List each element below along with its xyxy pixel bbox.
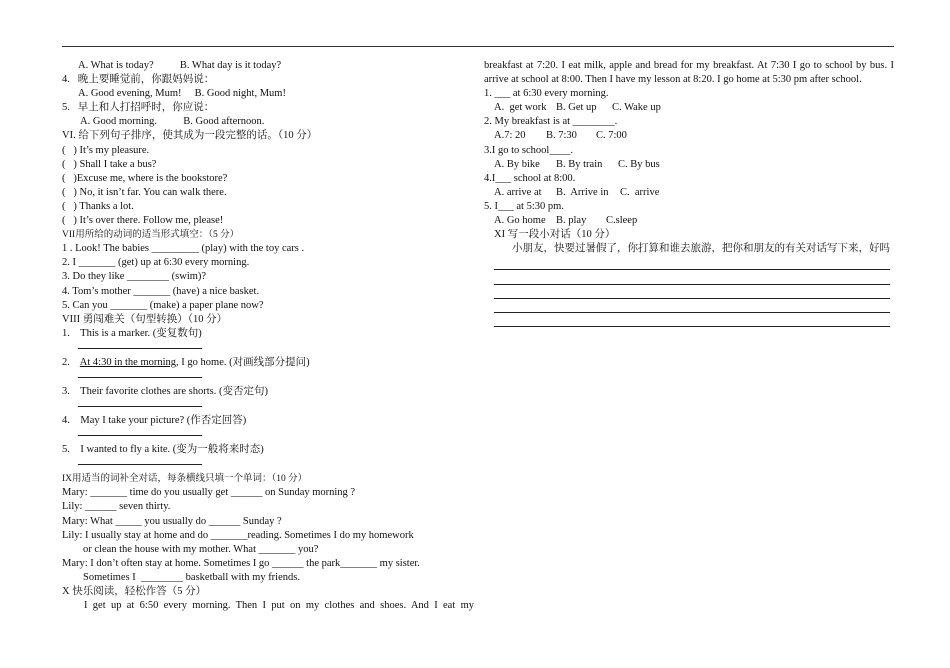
right-column [484, 59, 894, 327]
question-rest: , I go home. (对画线部分提问) [176, 356, 310, 368]
dialogue-line: Mary: What _____ you usually do ______ Sunday ? [62, 515, 282, 527]
writing-line[interactable] [494, 313, 890, 327]
reading-passage-cont: breakfast at 7:20. I eat milk, apple and bread for my breakfast. At 7:30 I go to school by bus. I arrive at school at 8:00. Then I have my lesson at 8:20. I go home at 5:30 pm after school. [484, 60, 894, 86]
reading-options-3 [484, 158, 894, 172]
fill-in-item: 1 . Look! The babies _________ (play) with the toy cars . [62, 243, 305, 255]
reading-options-4 [484, 186, 894, 200]
answer-line [78, 457, 202, 465]
option-a: A. arrive at [494, 186, 542, 198]
section-6-title: VI. 给下列句子排序，使其成为一段完整的话。（10 分） [62, 130, 318, 142]
option-c: C. By bus [618, 158, 660, 170]
ordering-item: ( ) It’s my pleasure. [62, 144, 150, 156]
q3-options: A. What is today? B. What day is it today? [78, 60, 282, 71]
writing-line[interactable] [494, 285, 890, 299]
q4-options: A. Good evening, Mum! B. Good night, Mum! [78, 88, 286, 100]
option-c: C. 7:00 [596, 130, 627, 142]
ordering-item: ( ) Shall I take a bus? [62, 158, 157, 170]
section-11-title: XI 写一段小对话（10 分） [494, 229, 616, 241]
ordering-item: ( )Excuse me, where is the bookstore? [62, 172, 228, 184]
reading-question-5: 5. I___ at 5:30 pm. [484, 200, 564, 212]
reading-question-2: 2. My breakfast is at ________. [484, 116, 618, 128]
option-c: C. Wake up [612, 102, 661, 114]
answer-line [78, 341, 202, 349]
option-b: B. play [556, 215, 587, 227]
reading-options-2 [484, 129, 894, 143]
reading-passage-start: I get up at 6:50 every morning. Then I put on my clothes and shoes. And I eat my [84, 600, 474, 612]
q5-prompt: 5. 早上和人打招呼时，你应说： [62, 102, 215, 114]
question-number: 2. [62, 356, 80, 368]
option-b: B. 7:30 [546, 130, 577, 142]
transform-question-5: 5. I wanted to fly a kite. (变为一般将来时态) [62, 444, 264, 456]
transform-question-2 [62, 356, 474, 370]
reading-question-1: 1. ___ at 6:30 every morning. [484, 88, 609, 100]
section-7-title: VII用所给的动词的适当形式填空：（5 分） [62, 230, 240, 241]
option-c: C. arrive [620, 186, 660, 198]
section-9-title: IX用适当的词补全对话，每条横线只填一个单词：（10 分） [62, 474, 308, 485]
reading-question-3: 3.I go to school____. [484, 144, 573, 156]
top-rule [62, 46, 894, 47]
dialogue-line: or clean the house with my mother. What _______ you? [62, 543, 319, 555]
option-a: A. get work [494, 102, 547, 114]
ordering-item: ( ) Thanks a lot. [62, 200, 134, 212]
option-a: A. Go home [494, 215, 546, 227]
reading-options-1 [484, 101, 894, 115]
transform-question-3: 3. Their favorite clothes are shorts. (变否定句) [62, 385, 268, 397]
reading-options-5 [484, 214, 894, 228]
answer-line [78, 399, 202, 407]
fill-in-item: 3. Do they like ________ (swim)? [62, 271, 207, 283]
fill-in-item: 5. Can you _______ (make) a paper plane now? [62, 299, 264, 311]
writing-line[interactable] [494, 270, 890, 284]
transform-question-4: 4. May I take your picture? (作否定回答) [62, 415, 247, 427]
ordering-item: ( ) It’s over there. Follow me, please! [62, 215, 224, 227]
fill-in-item: 4. Tom’s mother _______ (have) a nice basket. [62, 285, 260, 297]
answer-line [78, 370, 202, 378]
underlined-phrase: At 4:30 in the morning [79, 356, 177, 368]
option-a: A.7: 20 [494, 130, 526, 142]
ordering-item: ( ) No, it isn’t far. You can walk there. [62, 186, 227, 198]
option-b: B. By train [556, 158, 603, 170]
transform-question-1: 1. This is a marker. (变复数句) [62, 327, 202, 339]
fill-in-item: 2. I _______ (get) up at 6:30 every morning. [62, 257, 250, 269]
section-8-title: VIII 勇闯难关（句型转换）（10 分） [62, 313, 228, 325]
q4-prompt: 4. 晚上要睡觉前，你跟妈妈说： [62, 74, 215, 86]
option-b: B. Arrive in [556, 186, 609, 198]
dialogue-line: Mary: I don’t often stay at home. Sometimes I go ______ the park_______ my sister. [62, 557, 420, 569]
dialogue-line: Mary: _______ time do you usually get ______ on Sunday morning ? [62, 487, 356, 499]
writing-line[interactable] [494, 299, 890, 313]
option-b: B. Get up [556, 102, 597, 114]
section-10-title: X 快乐阅读，轻松作答（5 分） [62, 586, 207, 597]
reading-question-4: 4.I___ school at 8:00. [484, 172, 576, 184]
dialogue-line: Sometimes I ________ basketball with my friends. [62, 571, 300, 583]
writing-line[interactable] [494, 256, 890, 270]
section-11-prompt: 小朋友，快要过暑假了，你打算和谁去旅游，把你和朋友的有关对话写下来，好吗 [512, 243, 890, 255]
option-c: C.sleep [606, 215, 638, 227]
left-column [62, 59, 474, 613]
q5-options: A. Good morning. B. Good afternoon. [78, 116, 265, 128]
option-a: A. By bike [494, 158, 540, 170]
dialogue-line: Lily: ______ seven thirty. [62, 501, 171, 513]
answer-line [78, 428, 202, 436]
dialogue-line: Lily: I usually stay at home and do _______reading. Sometimes I do my homework [62, 529, 414, 541]
